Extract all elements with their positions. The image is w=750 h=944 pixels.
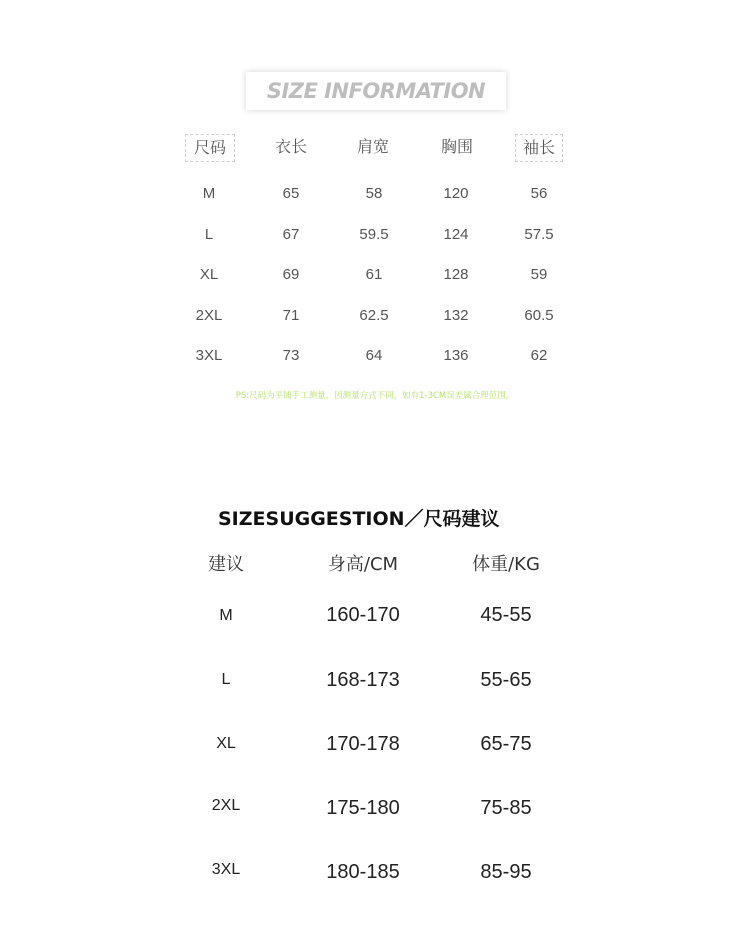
weight-range-cell: 55-65 [480, 669, 532, 691]
size-information-title: SIZE INFORMATION [266, 79, 486, 103]
shoulder-cell: 64 [365, 347, 383, 364]
sleeve-cell: 59 [530, 266, 548, 283]
measurement-note: PS:尺码为平铺手工测量，因测量方式不同，如有1-3CM误差属合理范围。 [235, 391, 515, 401]
weight-range-cell: 65-75 [480, 733, 532, 755]
chest-cell: 120 [443, 185, 469, 202]
suggestion-size-cell: M [219, 607, 233, 624]
size-suggestion-title: SIZESUGGESTION／尺码建议 [218, 508, 500, 530]
suggestion-header-row [0, 550, 750, 576]
shoulder-cell: 61 [365, 266, 383, 283]
size-cell: L [204, 226, 214, 243]
height-range-cell: 175-180 [326, 797, 400, 819]
height-range-cell: 180-185 [326, 861, 400, 883]
chest-cell: 124 [443, 226, 469, 243]
header-weight: 体重/KG [472, 554, 540, 575]
suggestion-row [0, 861, 750, 887]
weight-range-cell: 75-85 [480, 797, 532, 819]
length-cell: 73 [282, 347, 300, 364]
suggestion-size-cell: 2XL [211, 797, 241, 814]
length-cell: 65 [282, 185, 300, 202]
sleeve-cell: 60.5 [524, 307, 554, 324]
size-row [0, 226, 750, 248]
size-row [0, 307, 750, 329]
size-row [0, 347, 750, 369]
chest-cell: 128 [443, 266, 469, 283]
header-sleeve: 袖长 [515, 134, 563, 162]
suggestion-row [0, 733, 750, 759]
header-size: 尺码 [185, 134, 235, 162]
suggestion-row [0, 669, 750, 695]
suggestion-size-cell: 3XL [211, 861, 241, 878]
height-range-cell: 168-173 [326, 669, 400, 691]
chest-cell: 136 [443, 347, 469, 364]
header-length: 衣长 [274, 137, 307, 156]
header-shoulder: 肩宽 [356, 137, 389, 156]
height-range-cell: 160-170 [326, 604, 400, 626]
shoulder-cell: 59.5 [359, 226, 389, 243]
height-range-cell: 170-178 [326, 733, 400, 755]
size-row [0, 185, 750, 207]
header-height: 身高/CM [327, 554, 399, 575]
suggestion-row [0, 604, 750, 630]
size-information-header-row [185, 134, 565, 162]
size-cell: 3XL [195, 347, 223, 364]
shoulder-cell: 62.5 [359, 307, 389, 324]
length-cell: 67 [282, 226, 300, 243]
size-cell: M [202, 185, 216, 202]
header-suggestion: 建议 [208, 554, 244, 575]
chest-cell: 132 [443, 307, 469, 324]
sleeve-cell: 57.5 [524, 226, 554, 243]
length-cell: 69 [282, 266, 300, 283]
size-row [0, 266, 750, 288]
length-cell: 71 [282, 307, 300, 324]
size-cell: XL [199, 266, 219, 283]
weight-range-cell: 45-55 [480, 604, 532, 626]
size-cell: 2XL [195, 307, 223, 324]
sleeve-cell: 62 [530, 347, 548, 364]
shoulder-cell: 58 [365, 185, 383, 202]
size-information-title-box [246, 72, 506, 110]
header-chest: 胸围 [440, 137, 473, 156]
weight-range-cell: 85-95 [480, 861, 532, 883]
suggestion-row [0, 797, 750, 823]
suggestion-size-cell: L [221, 671, 231, 688]
sleeve-cell: 56 [530, 185, 548, 202]
suggestion-size-cell: XL [216, 735, 236, 752]
